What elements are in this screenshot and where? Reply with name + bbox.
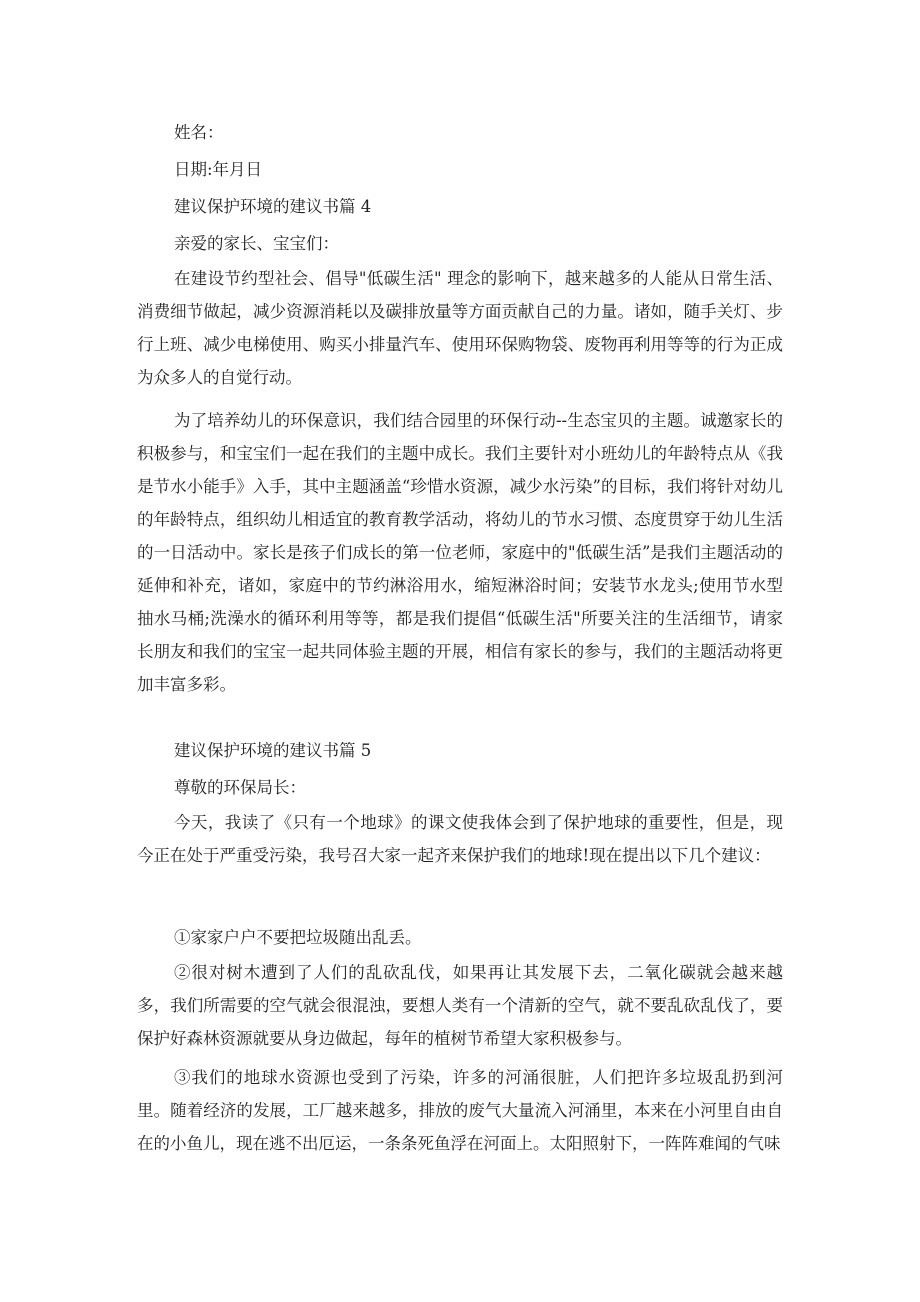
paragraph-4a: 在建设节约型社会、倡导"低碳生活" 理念的影响下，越来越多的人能从日常生活、消费细节做起，减少资源消耗以及碳排放量等方面贡献自己的力量。诸如，随手关灯、步行上班、减少电梯使用、购买小排量汽车、使用环保购物袋、废物再利用等等的行为正成为众多人的自觉行动。	[137, 269, 783, 387]
paragraph-5a: 今天，我读了《只有一个地球》的课文使我体会到了保护地球的重要性，但是，现今正在处于严重受污染，我号召大家一起齐来保护我们的地球!现在提出以下几个建议：	[137, 813, 783, 865]
list-item-1: ①家家户户不要把垃圾随出乱丢。	[174, 928, 422, 947]
salutation-5: 尊敬的环保局长：	[174, 778, 306, 797]
salutation-4: 亲爱的家长、宝宝们：	[174, 234, 339, 253]
list-item-2: ②很对树木遭到了人们的乱砍乱伐，如果再让其发展下去，二氧化碳就会越来越多，我们所需要的空气就会很混浊，要想人类有一个清新的空气，就不要乱砍乱伐了，要保护好森林资源就要从身边做起，每年的植树节希望大家积极参与。	[137, 963, 783, 1048]
name-line: 姓名：	[174, 123, 224, 142]
paragraph-4b: 为了培养幼儿的环保意识，我们结合园里的环保行动--生态宝贝的主题。诚邀家长的积极参与，和宝宝们一起在我们的主题中成长。我们主要针对小班幼儿的年龄特点从《我是节水小能手》入手，其中主题涵盖“珍惜水资源，减少水污染”的目标，我们将针对幼儿的年龄特点，组织幼儿相适宜的教育教学活动，将幼儿的节水习惯、态度贯穿于幼儿生活的一日活动中。家长是孩子们成长的第一位老师，家庭中的"低碳生活”是我们主题活动的延伸和补充，诸如，家庭中的节约淋浴用水，缩短淋浴时间；安装节水龙头;使用节水型抽水马桶;洗澡水的循环利用等等，都是我们提倡“低碳生活"所要关注的生活细节，请家长朋友和我们的宝宝一起共同体验主题的开展，相信有家长的参与，我们的主题活动将更加丰富多彩。	[137, 411, 783, 694]
date-line: 日期:年月日	[174, 160, 263, 179]
list-item-3: ③我们的地球水资源也受到了污染，许多的河涌很脏，人们把许多垃圾乱扔到河里。随着经济的发展，工厂越来越多，排放的废气大量流入河涌里，本来在小河里自由自在的小鱼儿，现在逃不出厄运，一条条死鱼浮在河面上。太阳照射下，一阵阵难闻的气味	[137, 1068, 783, 1153]
section-heading-4: 建议保护环境的建议书篇 4	[174, 197, 372, 216]
section-heading-5: 建议保护环境的建议书篇 5	[174, 741, 372, 760]
